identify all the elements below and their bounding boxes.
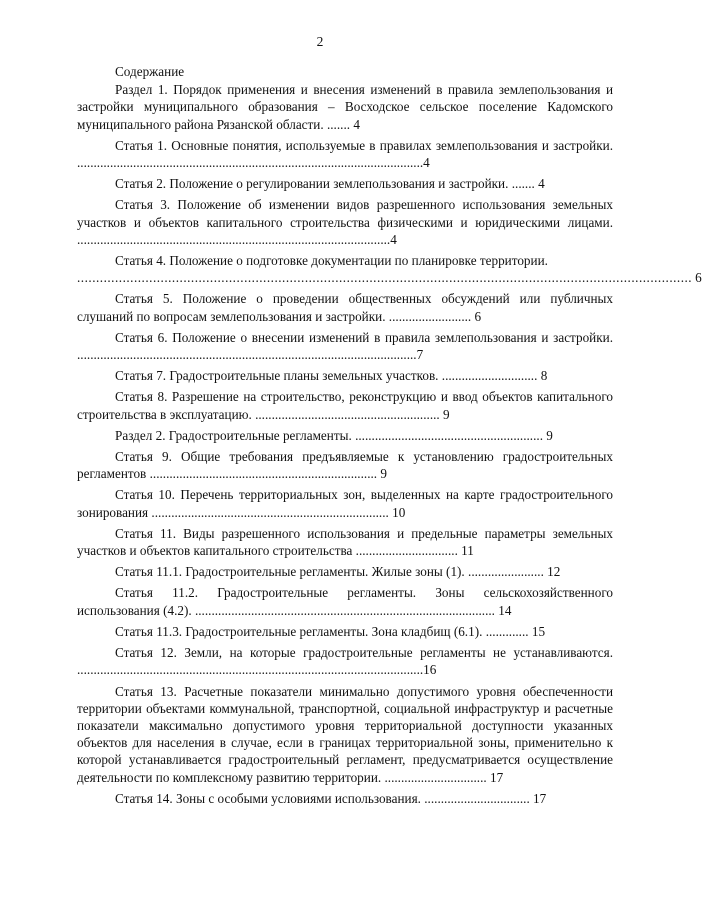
toc-entry-text: Статья 10. Перечень территориальных зон, выделенных на карте градостроительного зонирования	[77, 487, 613, 520]
toc-leader: ...........................................................................................	[194, 602, 499, 618]
toc-entry	[77, 644, 613, 678]
toc-leader: ...............................	[355, 543, 462, 559]
toc-leader: ...............................................................................................	[77, 231, 391, 247]
toc-leader: .............................	[441, 368, 541, 384]
table-of-contents	[77, 63, 702, 811]
toc-entry	[77, 790, 613, 807]
toc-entry-page: 9	[380, 466, 387, 482]
toc-entry-page: 9	[546, 427, 553, 443]
toc-entry	[77, 683, 613, 786]
toc-entry-page: 14	[498, 602, 512, 618]
toc-leader: ................................	[424, 790, 534, 806]
toc-entry	[77, 427, 613, 444]
toc-entry	[77, 196, 613, 248]
toc-entry-page: 12	[547, 564, 561, 580]
toc-entry-text: Статья 12. Земли, на которые градостроительные регламенты не устанавливаются.	[115, 645, 613, 661]
toc-entry-text: Статья 3. Положение об изменении видов разрешенного использования земельных участков и объектов капитального строительства физическими и юридическими лицами.	[77, 197, 613, 230]
toc-entry-page: 4	[423, 155, 430, 171]
page-number: 2	[316, 34, 324, 49]
toc-entry-text: Статья 6. Положение о внесении изменений в правила землепользования и застройки.	[115, 329, 613, 345]
toc-entry-text: Раздел 2. Градостроительные регламенты.	[115, 427, 352, 443]
toc-leader: .........................................................................................................	[77, 662, 424, 678]
toc-entry-page: 7	[416, 347, 424, 363]
toc-entry-page: 4	[538, 176, 545, 192]
toc-entry-text: Статья 4. Положение о подготовке документации по планировке территории.	[115, 253, 548, 269]
toc-entry-page: 6	[474, 308, 482, 324]
toc-leader: .........................	[388, 308, 475, 324]
toc-entry-text: Раздел 1. Порядок применения и внесения изменений в правила землепользования и застройки муниципального образования – Восходское сельское поселение Кадомского муниципального района Рязанской области.	[77, 82, 613, 132]
toc-entry-page: 10	[392, 504, 406, 520]
toc-leader: .............	[485, 623, 532, 639]
toc-entry-page: 17	[489, 769, 504, 785]
toc-leader: .......................	[468, 564, 548, 580]
toc-entry	[77, 137, 613, 171]
toc-entry-text: Статья 5. Положение о проведении общественных обсуждений или публичных слушаний по вопросам землепользования и застройки.	[77, 291, 613, 324]
toc-entry-text: Статья 11.1. Градостроительные регламенты. Жилые зоны (1).	[115, 564, 465, 580]
toc-entry	[77, 81, 613, 133]
toc-entry-page: 4	[353, 116, 360, 132]
toc-entry	[77, 388, 613, 422]
toc-leader: ...............................	[384, 769, 490, 785]
toc-entry-page: 4	[390, 231, 397, 247]
toc-leader: ........................................................................	[151, 504, 393, 520]
toc-leader: .......	[326, 116, 354, 132]
toc-entry-text: Статья 11.3. Градостроительные регламенты. Зона кладбищ (6.1).	[115, 623, 483, 639]
toc-entry-page: 17	[533, 790, 547, 806]
toc-entry	[77, 367, 613, 384]
toc-leader: .........................................................................................................	[77, 155, 424, 171]
toc-entry-text: Статья 1. Основные понятия, используемые в правилах землепользования и застройки.	[115, 137, 613, 153]
toc-entry-page: 8	[540, 368, 548, 384]
toc-leader: ........................................................	[255, 406, 443, 422]
toc-entry-text: Статья 13. Расчетные показатели минимально допустимого уровня обеспеченности территории объектами коммунальной, транспортной, социальной инфраструктур и расчетные показатели максимально допустимого уровня территориальной доступности указанных объектов для населения в случае, если в границах территориальной зоны, применительно к которой устанавливается градостроительный регламент, предусматривается осуществление деятельности по комплексному развитию территории.	[77, 683, 613, 785]
toc-entry-page: 15	[531, 623, 546, 639]
toc-entry	[77, 623, 613, 640]
toc-entry-text: Статья 2. Положение о регулировании землепользования и застройки.	[115, 176, 509, 192]
toc-entry-text: Статья 11.2. Градостроительные регламенты. Зоны сельскохозяйственного использования (4.2).	[77, 585, 613, 618]
toc-heading: Содержание	[115, 64, 185, 79]
toc-entry	[77, 584, 613, 618]
toc-entry-page: 16	[423, 662, 437, 678]
toc-entry-text: Статья 7. Градостроительные планы земельных участков.	[115, 368, 439, 384]
toc-entry-text: Статья 9. Общие требования предъявляемые к установлению градостроительных регламентов	[77, 449, 613, 482]
toc-entry	[77, 563, 613, 580]
toc-entry-page: 6	[695, 270, 702, 286]
toc-entry	[77, 290, 613, 324]
toc-leader: .......................................................................................................	[77, 347, 417, 363]
toc-entry-page: 11	[461, 543, 474, 559]
toc-entry-text: Статья 14. Зоны с особыми условиями использования.	[115, 790, 421, 806]
toc-entry-page: 9	[443, 406, 450, 422]
toc-entry-text: Статья 8. Разрешение на строительство, реконструкцию и ввод объектов капитального строительства в эксплуатацию.	[77, 389, 613, 422]
toc-entry-text: Статья 11. Виды разрешенного использования и предельные параметры земельных участков и объектов капитального строительства	[77, 525, 613, 559]
toc-leader: ..................................................................................................................................................................	[77, 270, 693, 286]
toc-entry	[77, 175, 613, 192]
toc-entry	[77, 448, 613, 482]
toc-entry	[77, 252, 702, 286]
toc-leader: .........................................................	[355, 427, 547, 443]
toc-entry	[77, 486, 613, 520]
toc-entry	[77, 525, 613, 559]
toc-entry	[77, 329, 613, 363]
toc-leader: .......	[511, 176, 539, 192]
toc-leader: .....................................................................	[149, 466, 381, 482]
